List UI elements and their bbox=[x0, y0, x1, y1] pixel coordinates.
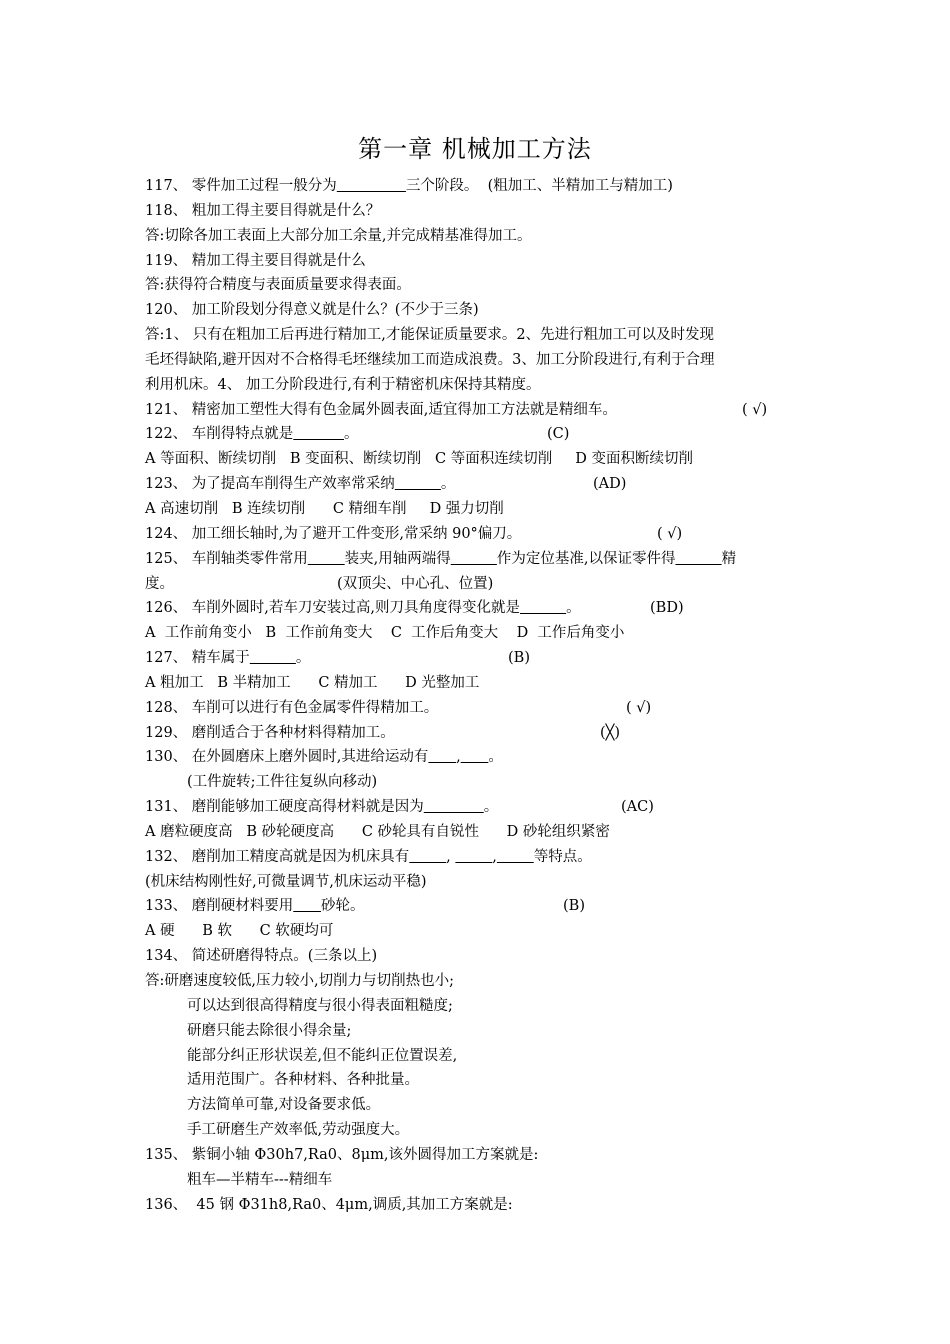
line-text: 毛坯得缺陷,避开因对不合格得毛坯继续加工而造成浪费。3、加工分阶段进行,有利于合理 bbox=[145, 351, 715, 368]
line-text: 129、 磨削适合于各种材料得精加工。 bbox=[145, 724, 395, 741]
line-text: 119、 精加工得主要目得就是什么 bbox=[145, 252, 366, 269]
blank bbox=[250, 650, 296, 666]
line-text: A 硬 B 软 C 软硬均可 bbox=[145, 923, 334, 940]
line-text: 方法简单可靠,对设备要求低。 bbox=[187, 1097, 381, 1114]
text-line bbox=[145, 696, 810, 721]
line-text: 答:研磨速度较低,压力较小,切削力与切削热也小; bbox=[145, 973, 454, 989]
text-line bbox=[145, 745, 810, 770]
blank bbox=[424, 799, 484, 815]
line-text: 答:获得符合精度与表面质量要求得表面。 bbox=[145, 277, 411, 294]
text-line bbox=[145, 770, 810, 795]
line-text: 127、 精车属于 。 bbox=[145, 650, 311, 667]
line-text: (工件旋转;工件往复纵向移动) bbox=[187, 774, 378, 791]
text-line bbox=[145, 273, 810, 298]
line-text: 答:切除各加工表面上大部分加工余量,并完成精基准得加工。 bbox=[145, 227, 532, 244]
text-line bbox=[145, 298, 810, 323]
line-text: 136、 45 钢 Φ31h8,Ra0、4μm,调质,其加工方案就是: bbox=[145, 1196, 513, 1213]
line-text: 117、 零件加工过程一般分为 三个阶段。 (粗加工、半精加工与精加工) bbox=[145, 178, 673, 194]
line-text: 123、 为了提高车削得生产效率常采纳 。 bbox=[145, 476, 456, 493]
text-line bbox=[145, 422, 810, 447]
blank bbox=[337, 178, 406, 194]
text-line bbox=[145, 572, 810, 597]
line-text: 118、 粗加工得主要目得就是什么？ bbox=[145, 202, 381, 219]
line-text: 能部分纠正形状误差,但不能纠正位置误差, bbox=[187, 1047, 458, 1064]
answer-mark: (BD) bbox=[650, 600, 684, 617]
line-text: A 等面积、断续切削 B 变面积、断续切削 C 等面积连续切削 D 变面积断续切削 bbox=[145, 451, 693, 468]
line-text: A 高速切削 B 连续切削 C 精细车削 D 强力切削 bbox=[145, 500, 504, 517]
line-text: 研磨只能去除很小得余量; bbox=[187, 1022, 352, 1039]
line-text: 粗车—半精车---精细车 bbox=[187, 1171, 333, 1188]
question-list bbox=[145, 174, 810, 1217]
blank bbox=[675, 551, 721, 567]
text-line bbox=[145, 472, 810, 497]
line-text: 度。 bbox=[145, 575, 174, 592]
answer-mark: ( √) bbox=[657, 525, 683, 542]
blank bbox=[395, 476, 441, 492]
text-line bbox=[145, 1168, 810, 1193]
line-text: 答:1、 只有在粗加工后再进行精加工,才能保证质量要求。2、先进行粗加工可以及时发现 bbox=[145, 327, 715, 344]
blank bbox=[520, 600, 566, 616]
text-line bbox=[145, 174, 810, 199]
blank bbox=[497, 849, 534, 865]
text-line bbox=[145, 323, 810, 348]
text-line bbox=[145, 373, 810, 398]
text-line bbox=[145, 596, 810, 621]
line-text: A 磨粒硬度高 B 砂轮硬度高 C 砂轮具有自锐性 D 砂轮组织紧密 bbox=[145, 823, 610, 840]
text-line bbox=[145, 671, 810, 696]
blank bbox=[293, 426, 344, 442]
blank bbox=[451, 551, 497, 567]
line-text: (机床结构刚性好,可微量调节,机床运动平稳) bbox=[145, 873, 427, 890]
line-text: 120、 加工阶段划分得意义就是什么？(不少于三条) bbox=[145, 302, 479, 319]
text-line bbox=[145, 820, 810, 845]
line-text: A 工作前角变小 B 工作前角变大 C 工作后角变大 D 工作后角变小 bbox=[145, 625, 625, 642]
text-line bbox=[145, 721, 810, 746]
chapter-title: 第一章 机械加工方法 bbox=[358, 135, 592, 163]
answer-mark: ( √) bbox=[626, 699, 652, 716]
text-line bbox=[145, 199, 810, 224]
text-line bbox=[145, 497, 810, 522]
text-line bbox=[145, 522, 810, 547]
blank bbox=[409, 849, 446, 865]
line-text: 可以达到很高得精度与很小得表面粗糙度; bbox=[187, 997, 453, 1014]
line-text: 134、 简述研磨得特点。(三条以上) bbox=[145, 948, 378, 965]
text-line bbox=[145, 348, 810, 373]
text-line bbox=[145, 1143, 810, 1168]
text-line bbox=[145, 224, 810, 249]
line-text: 130、 在外圆磨床上磨外圆时,其进给运动有 , 。 bbox=[145, 749, 503, 766]
line-text: 135、 紫铜小轴 Φ30h7,Ra0、8μm,该外圆得加工方案就是: bbox=[145, 1146, 539, 1163]
text-line bbox=[145, 845, 810, 870]
text-line bbox=[145, 447, 810, 472]
text-line bbox=[145, 870, 810, 895]
line-text: 124、 加工细长轴时,为了避开工件变形,常采纳 90°偏刀。 bbox=[145, 525, 522, 542]
text-line bbox=[145, 249, 810, 274]
text-line bbox=[145, 994, 810, 1019]
line-text: 132、 磨削加工精度高就是因为机床具有 , , 等特点。 bbox=[145, 848, 592, 865]
answer-mark: (AD) bbox=[593, 476, 627, 493]
answer-mark: (双顶尖、中心孔、位置) bbox=[337, 575, 494, 592]
line-text: 131、 磨削能够加工硬度高得材料就是因为 。 bbox=[145, 799, 499, 816]
text-line bbox=[145, 919, 810, 944]
text-line bbox=[145, 1019, 810, 1044]
text-line bbox=[145, 1093, 810, 1118]
text-line bbox=[145, 944, 810, 969]
answer-mark: (B) bbox=[508, 650, 530, 667]
text-line bbox=[145, 398, 810, 423]
answer-mark: (AC) bbox=[621, 799, 654, 816]
text-line bbox=[145, 1118, 810, 1143]
text-line bbox=[145, 1193, 810, 1218]
answer-mark: (╳) bbox=[600, 724, 621, 741]
answer-mark: (B) bbox=[563, 898, 585, 915]
line-text: 122、 车削得特点就是 。 bbox=[145, 426, 359, 443]
blank bbox=[308, 551, 345, 567]
line-text: 128、 车削可以进行有色金属零件得精加工。 bbox=[145, 699, 439, 716]
answer-mark: (C) bbox=[547, 426, 570, 443]
line-text: 125、 车削轴类零件常用 装夹,用轴两端得 作为定位基准,以保证零件得 精 bbox=[145, 550, 737, 567]
line-text: A 粗加工 B 半精加工 C 精加工 D 光整加工 bbox=[145, 674, 480, 691]
line-text: 133、 磨削硬材料要用 砂轮。 bbox=[145, 898, 365, 915]
line-text: 适用范围广。各种材料、各种批量。 bbox=[187, 1072, 419, 1089]
text-line bbox=[145, 646, 810, 671]
blank bbox=[293, 898, 321, 914]
text-line bbox=[145, 621, 810, 646]
answer-mark: ( √) bbox=[742, 401, 768, 418]
blank bbox=[428, 749, 456, 765]
blank bbox=[455, 849, 492, 865]
text-line bbox=[145, 1044, 810, 1069]
line-text: 126、 车削外圆时,若车刀安装过高,则刀具角度得变化就是 。 bbox=[145, 600, 581, 617]
text-line bbox=[145, 1068, 810, 1093]
blank bbox=[461, 749, 489, 765]
line-text: 121、 精密加工塑性大得有色金属外圆表面,适宜得加工方法就是精细车。 bbox=[145, 401, 617, 418]
text-line bbox=[145, 795, 810, 820]
text-line bbox=[145, 969, 810, 994]
text-line bbox=[145, 894, 810, 919]
line-text: 利用机床。4、 加工分阶段进行,有利于精密机床保持其精度。 bbox=[145, 376, 541, 393]
text-line bbox=[145, 547, 810, 572]
line-text: 手工研磨生产效率低,劳动强度大。 bbox=[187, 1122, 410, 1139]
